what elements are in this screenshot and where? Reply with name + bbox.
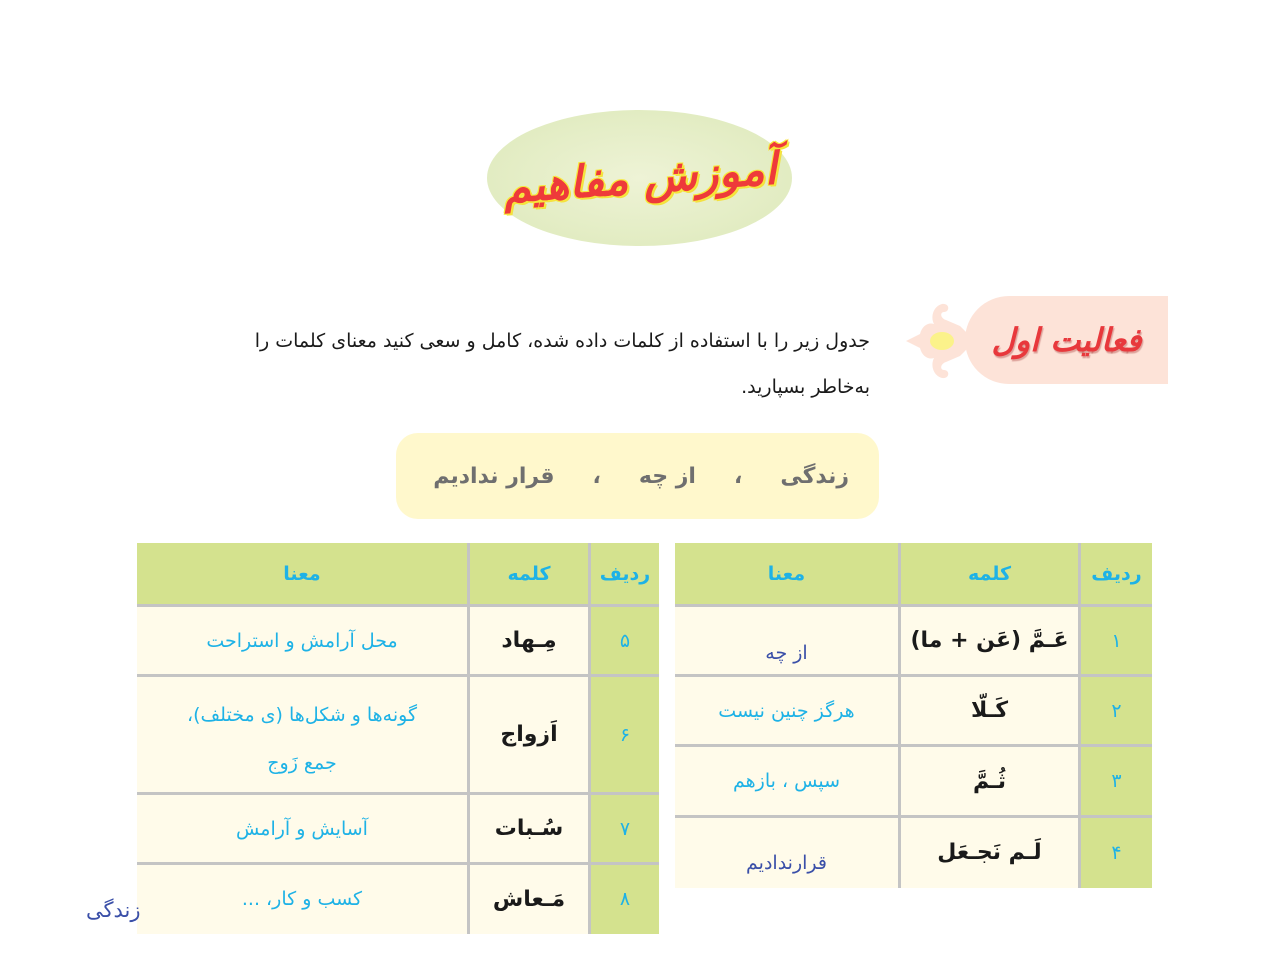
vocab-table-right (675, 543, 1152, 888)
instruction-line-1: جدول زیر را با استفاده از کلمات داده شده، کامل و سعی کنید معنای کلمات را (254, 330, 870, 352)
word-bank-separator: ، (733, 463, 743, 489)
table-row (675, 676, 1152, 746)
header-row-number: ردیف (590, 543, 660, 606)
page-title: آموزش مفاهیم (501, 143, 778, 213)
row-meaning-line-2: جمع زَوج (267, 751, 337, 774)
table-row (675, 817, 1152, 888)
activity-label: فعالیت اول (991, 321, 1142, 359)
row-number: ۸ (590, 864, 660, 934)
instructions (120, 318, 870, 410)
word-bank-word: زندگی (780, 463, 849, 489)
row-word: لَـم نَجـعَل (900, 817, 1080, 888)
row-word: عَـمَّ (عَن + ما) (900, 606, 1080, 676)
row-meaning: سپس ، بازهم (675, 746, 900, 817)
row-number: ۵ (590, 606, 660, 676)
row-meaning: آسایش و آرامش (137, 794, 469, 864)
row-word: کَـلّا (900, 676, 1080, 746)
row-meaning-answer[interactable]: قرارندادیم (675, 817, 900, 888)
header-row-number: ردیف (1080, 543, 1153, 606)
table-header-row (137, 543, 659, 606)
row-meaning: محل آرامش و استراحت (137, 606, 469, 676)
header-word: کلمه (900, 543, 1080, 606)
row-word: مَـعاش (469, 864, 590, 934)
margin-note: زندگی (86, 898, 141, 922)
row-number: ۷ (590, 794, 660, 864)
table-row (137, 676, 659, 794)
table-row (675, 606, 1152, 676)
header-word: کلمه (469, 543, 590, 606)
row-number: ۱ (1080, 606, 1153, 676)
table-row (137, 606, 659, 676)
row-word: ثُـمَّ (900, 746, 1080, 817)
row-number: ۶ (590, 676, 660, 794)
row-meaning: هرگز چنین نیست (675, 676, 900, 746)
word-bank-separator: ، (592, 463, 601, 489)
header-meaning: معنا (675, 543, 900, 606)
row-word: سُـبات (469, 794, 590, 864)
row-meaning-line-1: گونه‌ها و شکل‌ها (ی مختلف)، (186, 703, 418, 726)
row-number: ۳ (1080, 746, 1153, 817)
table-row (137, 794, 659, 864)
row-meaning-answer[interactable]: از چه (675, 606, 900, 676)
title-oval (487, 110, 792, 246)
header-meaning: معنا (137, 543, 469, 606)
ornament-icon (900, 296, 975, 386)
row-meaning (137, 676, 469, 794)
row-word: مِـهاد (469, 606, 590, 676)
word-bank-word: از چه (638, 463, 696, 489)
row-number: ۴ (1080, 817, 1153, 888)
word-bank (396, 433, 879, 519)
instruction-line-2: به‌خاطر بسپارید. (741, 376, 870, 398)
row-word: اَزواج (469, 676, 590, 794)
word-bank-word: قرار ندادیم (433, 463, 555, 489)
table-row (137, 864, 659, 934)
vocab-table-left (137, 543, 659, 934)
activity-badge (965, 296, 1168, 384)
table-row (675, 746, 1152, 817)
row-meaning: کسب و کار، ... (137, 864, 469, 934)
table-header-row (675, 543, 1152, 606)
row-number: ۲ (1080, 676, 1153, 746)
